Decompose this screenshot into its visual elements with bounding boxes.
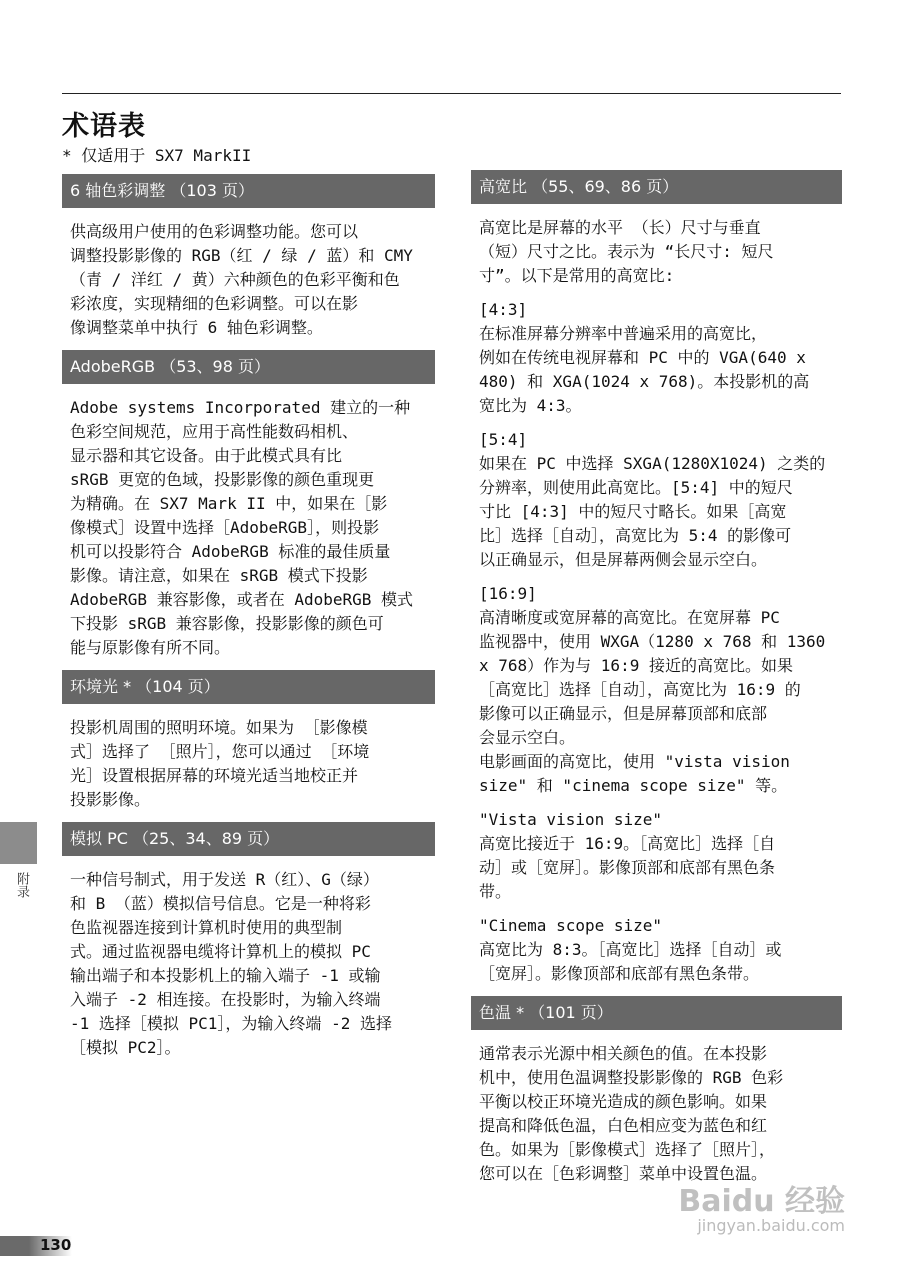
section-heading-ambient-light: 环境光 * （104 页） — [62, 670, 435, 704]
paragraph — [479, 428, 838, 572]
text-line: 高宽比接近于 16:9。［高宽比］选择［自 — [479, 834, 776, 853]
text-line: 高宽比为 8:3。［高宽比］选择［自动］或 — [479, 940, 782, 959]
text-line: 色。如果为［影像模式］选择了［照片］， — [479, 1140, 776, 1159]
text-line: ［高宽比］选择［自动］，高宽比为 16:9 的 — [479, 680, 801, 699]
text-line: 调整投影影像的 RGB（红 / 绿 / 蓝）和 CMY — [70, 246, 413, 265]
section-heading-analog-pc: 模拟 PC （25、34、89 页） — [62, 822, 435, 856]
text-line: 影像可以正确显示，但是屏幕顶部和底部 — [479, 704, 768, 723]
text-line: 色彩空间规范，应用于高性能数码相机、 — [70, 422, 359, 441]
text-line: （青 / 洋红 / 黄）六种颜色的色彩平衡和色 — [70, 270, 400, 289]
section-heading-color-temp: 色温 * （101 页） — [471, 996, 842, 1030]
text-line: 如果在 PC 中选择 SXGA(1280X1024) 之类的 — [479, 454, 826, 473]
text-line: [5:4] — [479, 430, 528, 449]
text-line: Adobe systems Incorporated 建立的一种 — [70, 398, 411, 417]
text-line: 能与原影像有所不同。 — [70, 638, 231, 657]
text-line: 动］或［宽屏］。影像顶部和底部有黑色条 — [479, 858, 776, 877]
text-line: 像模式］设置中选择［AdobeRGB］，则投影 — [70, 518, 380, 537]
paragraph — [479, 298, 838, 418]
text-line: 显示器和其它设备。由于此模式具有比 — [70, 446, 343, 465]
text-line: 和 B （蓝）模拟信号信息。它是一种将彩 — [70, 894, 371, 913]
text-line: -1 选择［模拟 PC1］，为输入终端 -2 选择 — [70, 1014, 392, 1033]
text-line: [4:3] — [479, 300, 528, 319]
text-line: 机中，使用色温调整投影影像的 RGB 色彩 — [479, 1068, 784, 1087]
text-line: 一种信号制式，用于发送 R（红）、G（绿） — [70, 870, 379, 889]
text-line: 通常表示光源中相关颜色的值。在本投影 — [479, 1044, 768, 1063]
text-line: 平衡以校正环境光造成的颜色影响。如果 — [479, 1092, 768, 1111]
section-body-adobergb — [62, 396, 435, 660]
right-column — [471, 170, 842, 1196]
page-title: 术语表 — [62, 111, 146, 142]
text-line: 寸”。以下是常用的高宽比: — [479, 266, 675, 285]
text-line: 为精确。在 SX7 Mark II 中，如果在［影 — [70, 494, 388, 513]
section-body-ambient-light — [62, 716, 435, 812]
paragraph — [479, 1042, 838, 1186]
text-line: 分辨率，则使用此高宽比。[5:4] 中的短尺 — [479, 478, 793, 497]
text-line: 投影机周围的照明环境。如果为 ［影像模 — [70, 718, 368, 737]
section-body-color-temp — [471, 1042, 842, 1186]
text-line: 以正确显示，但是屏幕两侧会显示空白。 — [479, 550, 768, 569]
page-number: 130 — [40, 1236, 72, 1254]
text-line: 带。 — [479, 882, 512, 901]
section-body-aspect-ratio — [471, 216, 842, 986]
text-line: 投影影像。 — [70, 790, 151, 809]
section-body-analog-pc — [62, 868, 435, 1060]
page-subtitle: * 仅适用于 SX7 MarkII — [62, 146, 252, 165]
text-line: "Vista vision size" — [479, 810, 663, 829]
text-line: ［宽屏］。影像顶部和底部有黑色条带。 — [479, 964, 760, 983]
text-line: 式。通过监视器电缆将计算机上的模拟 PC — [70, 942, 371, 961]
text-line: 像调整菜单中执行 6 轴色彩调整。 — [70, 318, 323, 337]
section-heading-aspect-ratio: 高宽比 （55、69、86 页） — [471, 170, 842, 204]
text-line: 宽比为 4:3。 — [479, 396, 582, 415]
text-line: 比］选择［自动］，高宽比为 5:4 的影像可 — [479, 526, 792, 545]
watermark-url: jingyan.baidu.com — [697, 1216, 845, 1235]
text-line: x 768）作为与 16:9 接近的高宽比。如果 — [479, 656, 793, 675]
text-line: 光］设置根据屏幕的环境光适当地校正并 — [70, 766, 359, 785]
text-line: ［模拟 PC2］。 — [70, 1038, 181, 1057]
paragraph — [479, 808, 838, 904]
text-line: "Cinema scope size" — [479, 916, 663, 935]
paragraph — [479, 582, 838, 798]
text-line: 入端子 -2 相连接。在投影时，为输入终端 — [70, 990, 381, 1009]
text-line: 影像。请注意，如果在 sRGB 模式下投影 — [70, 566, 368, 585]
text-line: 输出端子和本投影机上的输入端子 -1 或输 — [70, 966, 381, 985]
text-line: 电影画面的高宽比，使用 "vista vision — [479, 752, 790, 771]
text-line: 高宽比是屏幕的水平 （长）尺寸与垂直 — [479, 218, 761, 237]
paragraph — [479, 216, 838, 288]
section-heading-6axis: 6 轴色彩调整 （103 页） — [62, 174, 435, 208]
text-line: 提高和降低色温，白色相应变为蓝色和红 — [479, 1116, 768, 1135]
text-line: 例如在传统电视屏幕和 PC 中的 VGA(640 x — [479, 348, 806, 367]
text-line: AdobeRGB 兼容影像，或者在 AdobeRGB 模式 — [70, 590, 414, 609]
text-line: 高清晰度或宽屏幕的高宽比。在宽屏幕 PC — [479, 608, 780, 627]
text-line: 480) 和 XGA(1024 x 768)。本投影机的高 — [479, 372, 810, 391]
text-line: sRGB 更宽的色域，投影影像的颜色重现更 — [70, 470, 375, 489]
top-rule — [62, 93, 841, 94]
paragraph — [479, 914, 838, 986]
text-line: 下投影 sRGB 兼容影像，投影影像的颜色可 — [70, 614, 384, 633]
text-line: 您可以在［色彩调整］菜单中设置色温。 — [479, 1164, 768, 1183]
text-line: 机可以投影符合 AdobeRGB 标准的最佳质量 — [70, 542, 391, 561]
appendix-label: 附录 — [14, 872, 29, 898]
text-line: 彩浓度，实现精细的色彩调整。可以在影 — [70, 294, 359, 313]
text-line: （短）尺寸之比。表示为 “长尺寸: 短尺 — [479, 242, 774, 261]
text-line: 监视器中，使用 WXGA（1280 x 768 和 1360 — [479, 632, 826, 651]
section-body-6axis — [62, 220, 435, 340]
text-line: 在标准屏幕分辨率中普遍采用的高宽比， — [479, 324, 768, 343]
text-line: size" 和 "cinema scope size" 等。 — [479, 776, 788, 795]
appendix-side-tab — [0, 822, 37, 864]
left-column — [62, 174, 435, 1070]
text-line: 会显示空白。 — [479, 728, 576, 747]
text-line: [16:9] — [479, 584, 537, 603]
text-line: 供高级用户使用的色彩调整功能。您可以 — [70, 222, 359, 241]
text-line: 色监视器连接到计算机时使用的典型制 — [70, 918, 343, 937]
text-line: 式］选择了 ［照片］，您可以通过 ［环境 — [70, 742, 370, 761]
text-line: 寸比 [4:3] 中的短尺寸略长。如果［高宽 — [479, 502, 787, 521]
section-heading-adobergb: AdobeRGB （53、98 页） — [62, 350, 435, 384]
watermark-logo: Baidu 经验 — [678, 1184, 845, 1219]
